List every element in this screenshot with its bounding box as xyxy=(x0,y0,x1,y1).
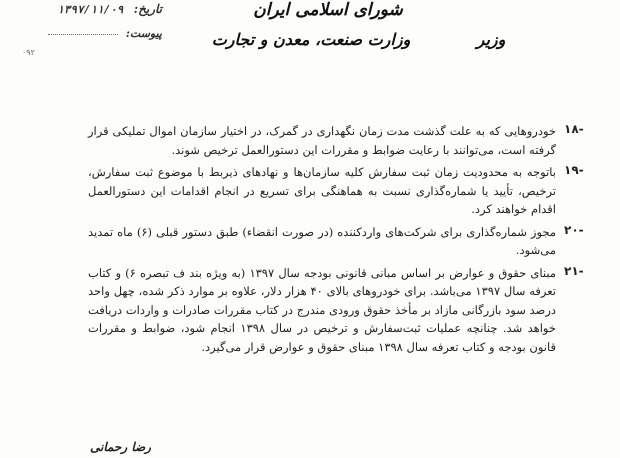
attachment-label: پیوست: xyxy=(125,27,162,40)
directive-item-18 xyxy=(88,122,584,159)
attachment-field xyxy=(12,27,162,40)
reference-code: ۰۹۲ xyxy=(22,48,35,57)
directive-items xyxy=(88,122,584,356)
item-text: مبنای حقوق و عوارض بر اساس مبانی قانونی بودجه سال ۱۳۹۷ (به ویژه بند ف تبصره ۶) و کتاب تعرفه سال ۱۳۹۷ می‌باشد. برای خودروهای بالای ۴۰ هزار دلار، علاوه بر موارد ذکر شده، چهل واحد درصد سود بازرگانی مازاد بر مأخذ حقوق ورودی مندرج در کتاب مقررات صادرات و واردات دریافت خواهد شد. چنانچه عملیات ثبت‌سفارش و ترخیص در سال ۱۳۹۸ انجام شود، ضوابط و مقررات قانون بودجه و کتاب تعرفه سال ۱۳۹۸ مبنای حقوق و عوارض قرار می‌گیرد. xyxy=(88,265,556,354)
item-text: باتوجه به محدودیت زمان ثبت سفارش کلیه سازمان‌ها و نهادهای ذیربط با موضوع ثبت سفارش، ترخیص، تأیید یا شماره‌گذاری نسبت به هماهنگی برای تسریع در انجام اقدامات این دستورالعمل اقدام خواهند کرد. xyxy=(88,165,556,216)
item-number: ۲۱- xyxy=(564,263,584,278)
date-value: ۱۳۹۷/۱۱/۰۹ xyxy=(57,3,124,16)
directive-item-19 xyxy=(88,163,584,219)
sender-role: وزیر xyxy=(476,30,506,49)
item-number: ۲۰- xyxy=(564,222,584,237)
item-number: ۱۹- xyxy=(564,163,584,177)
item-number: ۱۸- xyxy=(564,122,584,136)
item-text: خودروهایی که به علت گذشت مدت زمان نگهداری در گمرک، در اختیار سازمان اموال تملیکی قرار گرفته است، می‌توانند با رعایت ضوابط و مقررات این دستورالعمل ترخیص شوند. xyxy=(88,124,556,157)
directive-item-21 xyxy=(88,263,584,357)
attachment-dotted-line xyxy=(48,34,118,35)
ministry-name: وزارت صنعت، معدن و تجارت xyxy=(211,30,411,49)
item-text: مجوز شماره‌گذاری برای شرکت‌های واردکننده (در صورت انقضاء) طبق دستور قبلی (۶) ماه تمدید می‌شود. xyxy=(88,224,556,257)
date-field xyxy=(12,2,162,16)
date-label: تاریخ: xyxy=(133,2,162,16)
letterhead-top-line: شورای اسلامی ایران xyxy=(253,0,403,20)
directive-item-20 xyxy=(88,222,584,260)
signature-name: رضا رحمانی xyxy=(90,440,151,454)
